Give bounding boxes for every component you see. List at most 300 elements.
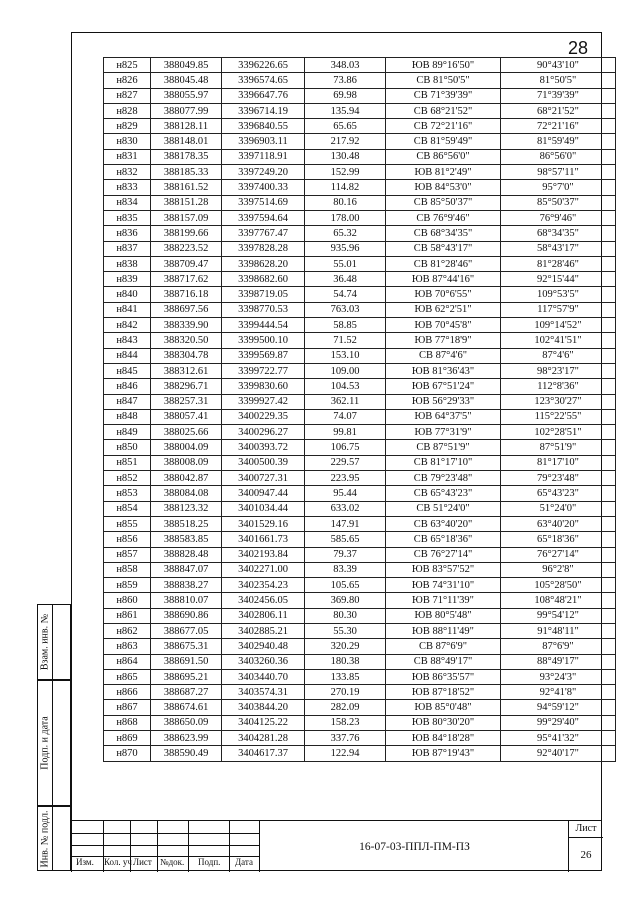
table-cell: 3399444.54 (222, 318, 305, 333)
table-cell: 65°18'36" (501, 532, 616, 547)
table-cell: н869 (104, 731, 151, 746)
table-cell: 58.85 (305, 318, 386, 333)
table-cell: н848 (104, 409, 151, 424)
table-cell: 55.01 (305, 256, 386, 271)
table-cell: 3397249.20 (222, 165, 305, 180)
table-cell: ЮВ 88°11'49" (386, 623, 501, 638)
table-cell: 3399500.10 (222, 333, 305, 348)
table-cell: СВ 76°27'14" (386, 547, 501, 562)
table-row (104, 532, 616, 547)
side-label-signature: Подп. и дата (39, 716, 51, 770)
table-cell: ЮВ 86°35'57" (386, 669, 501, 684)
table-cell: 388695.21 (151, 669, 222, 684)
table-row (104, 149, 616, 164)
table-row (104, 103, 616, 118)
table-row (104, 685, 616, 700)
table-cell: СВ 58°43'17" (386, 241, 501, 256)
table-cell: 115°22'55" (501, 409, 616, 424)
table-row (104, 394, 616, 409)
stamp-header-doc: №док. (160, 857, 185, 867)
table-cell: 388691.50 (151, 654, 222, 669)
table-cell: 71°39'39" (501, 88, 616, 103)
table-cell: 362.11 (305, 394, 386, 409)
table-cell: 337.76 (305, 731, 386, 746)
table-cell: 633.02 (305, 501, 386, 516)
table-cell: 95°7'0" (501, 180, 616, 195)
table-cell: 3400296.27 (222, 425, 305, 440)
table-cell: 388320.50 (151, 333, 222, 348)
stamp-header-change: Изм. (76, 857, 94, 867)
table-row (104, 639, 616, 654)
table-cell: н826 (104, 73, 151, 88)
table-cell: 388199.66 (151, 226, 222, 241)
table-cell: 96°2'8" (501, 562, 616, 577)
table-cell: н866 (104, 685, 151, 700)
table-cell: ЮВ 70°45'8" (386, 318, 501, 333)
table-cell: н846 (104, 379, 151, 394)
table-cell: 3404125.22 (222, 715, 305, 730)
table-cell: н858 (104, 562, 151, 577)
table-cell: 68°34'35" (501, 226, 616, 241)
table-cell: 69.98 (305, 88, 386, 103)
table-cell: ЮВ 81°36'43" (386, 363, 501, 378)
table-cell: 3404617.37 (222, 746, 305, 761)
table-cell: 81°59'49" (501, 134, 616, 149)
table-cell: 117°57'9" (501, 302, 616, 317)
table-cell: н857 (104, 547, 151, 562)
sheet-number: 26 (580, 848, 592, 861)
table-cell: 123°30'27" (501, 394, 616, 409)
table-cell: СВ 87°6'9" (386, 639, 501, 654)
table-cell: 99.81 (305, 425, 386, 440)
table-cell: н855 (104, 516, 151, 531)
table-row (104, 363, 616, 378)
title-block (71, 820, 602, 872)
table-cell: 3396840.55 (222, 119, 305, 134)
table-cell: 3401529.16 (222, 516, 305, 531)
table-cell: 95.44 (305, 486, 386, 501)
table-cell: н830 (104, 134, 151, 149)
table-cell: 320.29 (305, 639, 386, 654)
table-cell: 102°28'51" (501, 425, 616, 440)
table-cell: 3401661.73 (222, 532, 305, 547)
table-cell: 71.52 (305, 333, 386, 348)
table-cell: 388055.97 (151, 88, 222, 103)
table-cell: 152.99 (305, 165, 386, 180)
title-block-grid (71, 821, 259, 872)
table-cell: 223.95 (305, 471, 386, 486)
table-cell: 114.82 (305, 180, 386, 195)
table-cell: 388008.09 (151, 455, 222, 470)
table-cell: СВ 71°39'39" (386, 88, 501, 103)
table-cell: 79°23'48" (501, 471, 616, 486)
table-cell: ЮВ 74°31'10" (386, 578, 501, 593)
table-cell: 102°41'51" (501, 333, 616, 348)
table-cell: СВ 81°17'10" (386, 455, 501, 470)
table-cell: 86°56'0" (501, 149, 616, 164)
table-cell: 93°24'3" (501, 669, 616, 684)
table-row (104, 379, 616, 394)
table-cell: н859 (104, 578, 151, 593)
table-cell: 388296.71 (151, 379, 222, 394)
table-cell: 282.09 (305, 700, 386, 715)
table-cell: 763.03 (305, 302, 386, 317)
table-cell: 147.91 (305, 516, 386, 531)
table-cell: н862 (104, 623, 151, 638)
table-cell: ЮВ 64°37'5" (386, 409, 501, 424)
table-cell: СВ 79°23'48" (386, 471, 501, 486)
table-cell: 3402271.00 (222, 562, 305, 577)
table-cell: 388049.85 (151, 58, 222, 73)
table-cell: 388148.01 (151, 134, 222, 149)
table-cell: 388223.52 (151, 241, 222, 256)
table-cell: 133.85 (305, 669, 386, 684)
table-cell: 3403844.20 (222, 700, 305, 715)
table-cell: 3402806.11 (222, 608, 305, 623)
table-cell: 109°53'5" (501, 287, 616, 302)
table-cell: ЮВ 84°18'28" (386, 731, 501, 746)
table-cell: ЮВ 85°0'48" (386, 700, 501, 715)
table-cell: 3398628.20 (222, 256, 305, 271)
table-cell: 105.65 (305, 578, 386, 593)
table-row (104, 165, 616, 180)
table-cell: 388716.18 (151, 287, 222, 302)
table-row (104, 486, 616, 501)
table-cell: н847 (104, 394, 151, 409)
table-cell: 388674.61 (151, 700, 222, 715)
table-cell: 388004.09 (151, 440, 222, 455)
table-row (104, 409, 616, 424)
table-cell: 388257.31 (151, 394, 222, 409)
side-box-replacement (37, 604, 71, 680)
table-cell: ЮВ 80°30'20" (386, 715, 501, 730)
table-cell: 79.37 (305, 547, 386, 562)
side-label-replacement: Взам. инв. № (39, 613, 51, 671)
table-cell: 388687.27 (151, 685, 222, 700)
table-cell: н838 (104, 256, 151, 271)
table-cell: 153.10 (305, 348, 386, 363)
table-row (104, 272, 616, 287)
table-row (104, 210, 616, 225)
table-cell: 99°54'12" (501, 608, 616, 623)
table-cell: ЮВ 80°5'48" (386, 608, 501, 623)
table-cell: 388339.90 (151, 318, 222, 333)
table-cell: 3399927.42 (222, 394, 305, 409)
table-cell: ЮВ 62°2'51" (386, 302, 501, 317)
table-cell: н828 (104, 103, 151, 118)
table-cell: 369.80 (305, 593, 386, 608)
table-cell: 63°40'20" (501, 516, 616, 531)
table-cell: 388042.87 (151, 471, 222, 486)
table-cell: 388045.48 (151, 73, 222, 88)
table-cell: н842 (104, 318, 151, 333)
table-cell: 3402940.48 (222, 639, 305, 654)
table-cell: 55.30 (305, 623, 386, 638)
table-cell: СВ 72°21'16" (386, 119, 501, 134)
side-box-signature (37, 680, 71, 806)
table-cell: 388057.41 (151, 409, 222, 424)
table-cell: н841 (104, 302, 151, 317)
table-cell: ЮВ 71°11'39" (386, 593, 501, 608)
table-cell: 3403574.31 (222, 685, 305, 700)
table-cell: ЮВ 84°53'0" (386, 180, 501, 195)
table-cell: ЮВ 77°18'9" (386, 333, 501, 348)
table-cell: 3398682.60 (222, 272, 305, 287)
table-cell: 92°15'44" (501, 272, 616, 287)
table-row (104, 256, 616, 271)
table-cell: 388650.09 (151, 715, 222, 730)
table-cell: 104.53 (305, 379, 386, 394)
table-row (104, 226, 616, 241)
table-cell: н867 (104, 700, 151, 715)
table-cell: 65.65 (305, 119, 386, 134)
table-cell: 54.74 (305, 287, 386, 302)
table-cell: 36.48 (305, 272, 386, 287)
sheet-label: Лист (569, 821, 603, 838)
table-cell: 388623.99 (151, 731, 222, 746)
table-row (104, 302, 616, 317)
table-cell: н835 (104, 210, 151, 225)
table-cell: н854 (104, 501, 151, 516)
table-cell: 229.57 (305, 455, 386, 470)
coordinates-table (103, 57, 616, 762)
table-cell: 76°9'46" (501, 210, 616, 225)
table-cell: 106.75 (305, 440, 386, 455)
table-cell: н845 (104, 363, 151, 378)
table-cell: 388161.52 (151, 180, 222, 195)
table-cell: 388838.27 (151, 578, 222, 593)
table-cell: н868 (104, 715, 151, 730)
table-cell: 65.32 (305, 226, 386, 241)
table-cell: 3396714.19 (222, 103, 305, 118)
table-cell: 80.30 (305, 608, 386, 623)
table-cell: 180.38 (305, 654, 386, 669)
table-cell: 388828.48 (151, 547, 222, 562)
table-cell: 83.39 (305, 562, 386, 577)
table-row (104, 562, 616, 577)
table-cell: 3400947.44 (222, 486, 305, 501)
table-cell: 81°17'10" (501, 455, 616, 470)
table-cell: 388675.31 (151, 639, 222, 654)
table-cell: 98°57'11" (501, 165, 616, 180)
table-cell: СВ 87°51'9" (386, 440, 501, 455)
table-row (104, 195, 616, 210)
table-cell: СВ 81°59'49" (386, 134, 501, 149)
table-cell: ЮВ 87°44'16" (386, 272, 501, 287)
table-cell: 85°50'37" (501, 195, 616, 210)
table-cell: 3399722.77 (222, 363, 305, 378)
table-cell: 65°43'23" (501, 486, 616, 501)
table-cell: ЮВ 83°57'52" (386, 562, 501, 577)
table-row (104, 746, 616, 761)
table-cell: н861 (104, 608, 151, 623)
table-cell: н864 (104, 654, 151, 669)
table-cell: СВ 85°50'37" (386, 195, 501, 210)
stamp-header-count: Кол. уч (104, 857, 132, 867)
table-cell: 178.00 (305, 210, 386, 225)
table-row (104, 180, 616, 195)
table-cell: 109°14'52" (501, 318, 616, 333)
table-cell: 3397828.28 (222, 241, 305, 256)
table-cell: 3398719.05 (222, 287, 305, 302)
table-cell: СВ 51°24'0" (386, 501, 501, 516)
table-cell: 74.07 (305, 409, 386, 424)
table-cell: 72°21'16" (501, 119, 616, 134)
table-cell: 3400727.31 (222, 471, 305, 486)
table-cell: н827 (104, 88, 151, 103)
table-cell: 270.19 (305, 685, 386, 700)
table-cell: 585.65 (305, 532, 386, 547)
table-cell: 388690.86 (151, 608, 222, 623)
table-cell: 68°21'52" (501, 103, 616, 118)
table-row (104, 731, 616, 746)
table-cell: 88°49'17" (501, 654, 616, 669)
table-cell: 388128.11 (151, 119, 222, 134)
table-row (104, 73, 616, 88)
table-cell: 388185.33 (151, 165, 222, 180)
table-row (104, 455, 616, 470)
table-cell: 108°48'21" (501, 593, 616, 608)
table-cell: 388025.66 (151, 425, 222, 440)
table-cell: 388151.28 (151, 195, 222, 210)
table-cell: 99°29'40" (501, 715, 616, 730)
table-cell: н844 (104, 348, 151, 363)
table-row (104, 119, 616, 134)
side-label-inventory: Инв. № подл. (39, 810, 51, 867)
table-cell: СВ 81°28'46" (386, 256, 501, 271)
table-cell: 80.16 (305, 195, 386, 210)
table-row (104, 501, 616, 516)
table-cell: 388304.78 (151, 348, 222, 363)
stamp-header-sign: Подп. (198, 857, 221, 867)
table-cell: 98°23'17" (501, 363, 616, 378)
table-cell: 3400229.35 (222, 409, 305, 424)
table-cell: 94°59'12" (501, 700, 616, 715)
table-cell: 388677.05 (151, 623, 222, 638)
table-cell: 135.94 (305, 103, 386, 118)
table-cell: 3397118.91 (222, 149, 305, 164)
table-cell: н831 (104, 149, 151, 164)
table-cell: н870 (104, 746, 151, 761)
table-cell: 388157.09 (151, 210, 222, 225)
table-row (104, 440, 616, 455)
table-cell: 105°28'50" (501, 578, 616, 593)
table-cell: ЮВ 77°31'9" (386, 425, 501, 440)
table-cell: 3403260.36 (222, 654, 305, 669)
table-cell: 3396903.11 (222, 134, 305, 149)
table-cell: н860 (104, 593, 151, 608)
table-cell: 388583.85 (151, 532, 222, 547)
table-row (104, 623, 616, 638)
table-cell: 3401034.44 (222, 501, 305, 516)
table-cell: 3396574.65 (222, 73, 305, 88)
table-row (104, 516, 616, 531)
table-row (104, 700, 616, 715)
table-cell: 3396647.76 (222, 88, 305, 103)
table-row (104, 241, 616, 256)
table-cell: ЮВ 70°6'55" (386, 287, 501, 302)
table-cell: 388084.08 (151, 486, 222, 501)
table-cell: н832 (104, 165, 151, 180)
table-cell: 388518.25 (151, 516, 222, 531)
table-cell: н853 (104, 486, 151, 501)
table-cell: 388178.35 (151, 149, 222, 164)
table-cell: СВ 63°40'20" (386, 516, 501, 531)
table-row (104, 287, 616, 302)
table-cell: ЮВ 87°19'43" (386, 746, 501, 761)
table-cell: н865 (104, 669, 151, 684)
table-cell: СВ 87°4'6" (386, 348, 501, 363)
table-cell: 3404281.28 (222, 731, 305, 746)
table-cell: СВ 88°49'17" (386, 654, 501, 669)
table-cell: 3397767.47 (222, 226, 305, 241)
table-cell: 388847.07 (151, 562, 222, 577)
table-cell: СВ 81°50'5" (386, 73, 501, 88)
table-cell: 388312.61 (151, 363, 222, 378)
table-cell: 58°43'17" (501, 241, 616, 256)
table-cell: 388717.62 (151, 272, 222, 287)
table-cell: н839 (104, 272, 151, 287)
table-cell: ЮВ 89°16'50" (386, 58, 501, 73)
table-cell: 3402193.84 (222, 547, 305, 562)
table-cell: н863 (104, 639, 151, 654)
table-cell: н825 (104, 58, 151, 73)
table-cell: 388810.07 (151, 593, 222, 608)
table-cell: 388077.99 (151, 103, 222, 118)
table-cell: н843 (104, 333, 151, 348)
table-cell: 3399830.60 (222, 379, 305, 394)
table-cell: 92°41'8" (501, 685, 616, 700)
table-row (104, 654, 616, 669)
table-row (104, 134, 616, 149)
table-cell: 87°51'9" (501, 440, 616, 455)
table-cell: 122.94 (305, 746, 386, 761)
table-cell: 3400393.72 (222, 440, 305, 455)
table-cell: 76°27'14" (501, 547, 616, 562)
table-cell: н837 (104, 241, 151, 256)
table-cell: 3402354.23 (222, 578, 305, 593)
table-row (104, 471, 616, 486)
table-row (104, 608, 616, 623)
table-cell: СВ 65°43'23" (386, 486, 501, 501)
table-cell: н834 (104, 195, 151, 210)
table-cell: 935.96 (305, 241, 386, 256)
table-cell: 388697.56 (151, 302, 222, 317)
table-cell: 217.92 (305, 134, 386, 149)
document-code: 16-07-03-ППЛ-ПМ-ПЗ (259, 821, 569, 872)
table-cell: 87°6'9" (501, 639, 616, 654)
table-cell: 73.86 (305, 73, 386, 88)
table-cell: 3400500.39 (222, 455, 305, 470)
table-cell: 81°50'5" (501, 73, 616, 88)
table-cell: 3403440.70 (222, 669, 305, 684)
table-row (104, 88, 616, 103)
table-cell: н829 (104, 119, 151, 134)
table-cell: СВ 65°18'36" (386, 532, 501, 547)
table-cell: 91°48'11" (501, 623, 616, 638)
table-cell: 158.23 (305, 715, 386, 730)
table-cell: ЮВ 56°29'33" (386, 394, 501, 409)
table-cell: н840 (104, 287, 151, 302)
table-cell: 87°4'6" (501, 348, 616, 363)
stamp-header-date: Дата (235, 857, 253, 867)
table-cell: 95°41'32" (501, 731, 616, 746)
table-cell: 3402885.21 (222, 623, 305, 638)
corner-page-number: 28 (568, 38, 589, 58)
table-cell: 3397594.64 (222, 210, 305, 225)
table-row (104, 715, 616, 730)
table-cell: н833 (104, 180, 151, 195)
